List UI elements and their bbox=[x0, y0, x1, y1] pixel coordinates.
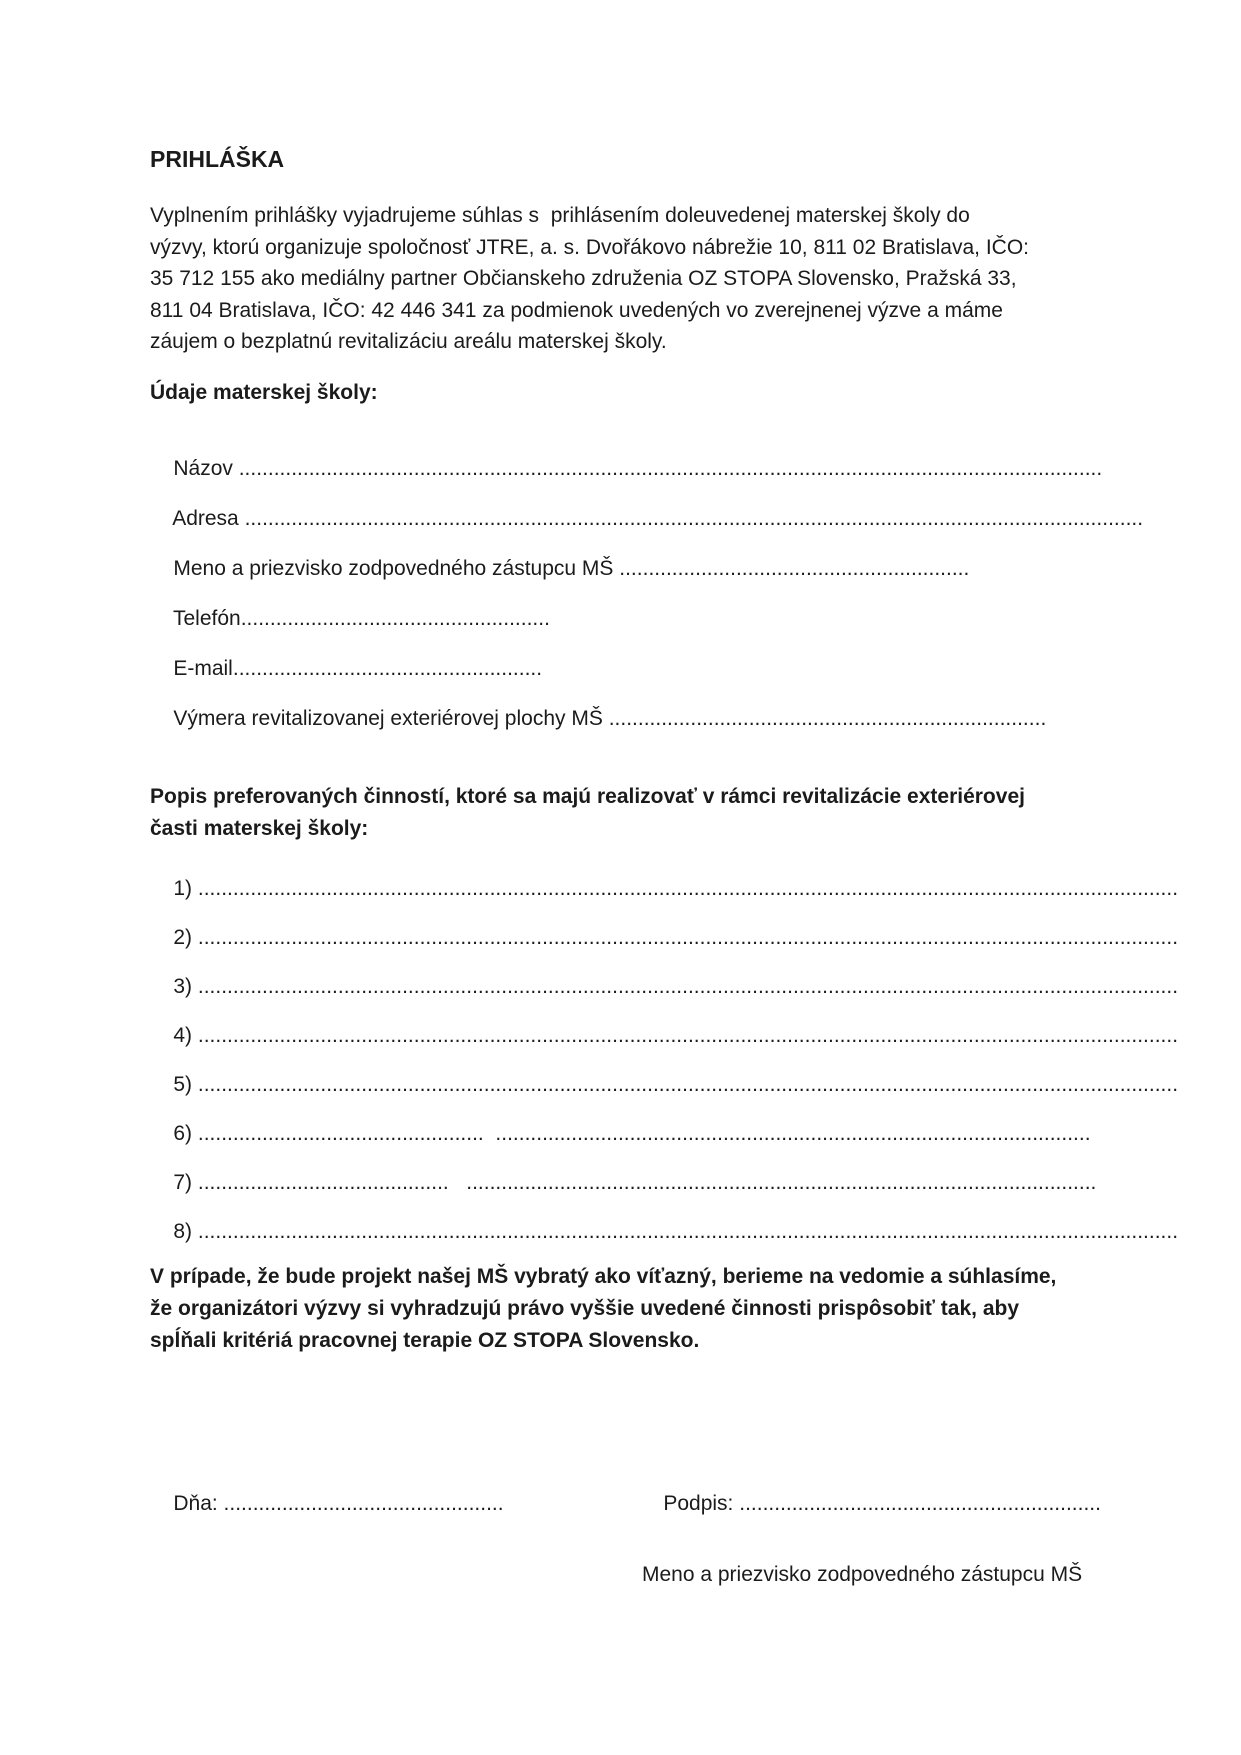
activity-item-number: 4) bbox=[173, 1024, 198, 1047]
signatory-caption: Meno a priezvisko zodpovedného zástupcu MŠ bbox=[642, 1563, 1083, 1586]
activity-item-number: 7) bbox=[173, 1171, 198, 1194]
field-email-label: E-mail bbox=[173, 657, 233, 680]
activity-item-8 bbox=[150, 1196, 1178, 1268]
date-label: Dňa: bbox=[173, 1492, 224, 1515]
activity-item-fill-line: ........................................................................................................................................................................ bbox=[197, 877, 1179, 900]
intro-line: 811 04 Bratislava, IČO: 42 446 341 za podmienok uvedených vo zverejnenej výzve a máme bbox=[150, 298, 1003, 322]
consent-paragraph bbox=[150, 1261, 1056, 1357]
field-meno-zastupcu-fill-line: ............................................................ bbox=[619, 557, 970, 580]
activity-item-number: 5) bbox=[173, 1073, 198, 1096]
signature-field bbox=[640, 1468, 1101, 1540]
field-telefon-label: Telefón bbox=[172, 607, 241, 630]
field-vymera-label: Výmera revitalizovanej exteriérovej plochy MŠ bbox=[173, 707, 609, 730]
date-fill-line: ................................................ bbox=[223, 1492, 504, 1515]
intro-paragraph bbox=[150, 200, 1029, 358]
activity-item-number: 3) bbox=[173, 975, 198, 998]
activities-heading-line: časti materskej školy: bbox=[150, 816, 369, 840]
signature-fill-line: .............................................................. bbox=[739, 1492, 1101, 1515]
field-email-fill-line: ..................................................... bbox=[232, 657, 543, 680]
activity-item-number: 1) bbox=[173, 877, 198, 900]
intro-line: výzvy, ktorú organizuje spoločnosť JTRE, a. s. Dvořákovo nábrežie 10, 811 02 Bratislava, IČO: bbox=[150, 235, 1029, 259]
field-adresa-fill-line: .......................................................................................................................................................... bbox=[244, 507, 1144, 530]
field-vymera bbox=[150, 683, 1046, 755]
field-telefon-fill-line: ..................................................... bbox=[240, 607, 550, 630]
field-vymera-fill-line: ........................................................................... bbox=[608, 707, 1047, 730]
signature-label: Podpis: bbox=[663, 1492, 740, 1515]
intro-line: 35 712 155 ako mediálny partner Občianskeho združenia OZ STOPA Slovensko, Pražská 33, bbox=[150, 267, 1017, 290]
school-details-heading: Údaje materskej školy: bbox=[150, 381, 378, 404]
activity-item-number: 8) bbox=[173, 1220, 198, 1243]
activity-item-fill-line: ........................................... ............................................................................................................ bbox=[197, 1171, 1097, 1194]
activity-item-fill-line: ................................................. ...................................................................................................... bbox=[197, 1122, 1091, 1145]
intro-line: záujem o bezplatnú revitalizáciu areálu materskej školy. bbox=[150, 330, 667, 353]
activities-heading bbox=[150, 781, 1025, 844]
field-nazov-fill-line: .................................................................................................................................................... bbox=[238, 457, 1103, 480]
activity-item-fill-line: ........................................................................................................................................................................ bbox=[197, 975, 1179, 998]
date-field bbox=[150, 1468, 504, 1540]
activities-heading-line: Popis preferovaných činností, ktoré sa majú realizovať v rámci revitalizácie exteriérovej bbox=[150, 785, 1025, 808]
field-nazov-label: Názov bbox=[173, 457, 239, 480]
activity-item-number: 6) bbox=[173, 1122, 198, 1145]
consent-line: V prípade, že bude projekt našej MŠ vybratý ako víťazný, berieme na vedomie a súhlasíme, bbox=[150, 1265, 1057, 1288]
field-meno-zastupcu-label: Meno a priezvisko zodpovedného zástupcu MŠ bbox=[173, 557, 620, 580]
activity-item-number: 2) bbox=[173, 926, 198, 949]
intro-line: Vyplnením prihlášky vyjadrujeme súhlas s prihlásením doleuvedenej materskej školy do bbox=[150, 204, 970, 227]
activity-item-fill-line: ........................................................................................................................................................................ bbox=[197, 1024, 1179, 1047]
consent-line: spĺňali kritériá pracovnej terapie OZ STOPA Slovensko. bbox=[150, 1329, 700, 1352]
consent-line: že organizátori výzvy si vyhradzujú právo vyššie uvedené činnosti prispôsobiť tak, aby bbox=[150, 1297, 1020, 1320]
page-title: PRIHLÁŠKA bbox=[150, 146, 285, 172]
activity-item-fill-line: ........................................................................................................................................................................ bbox=[197, 1073, 1179, 1096]
field-adresa-label: Adresa bbox=[172, 507, 245, 530]
activity-item-fill-line: ........................................................................................................................................................................ bbox=[197, 926, 1179, 949]
activity-item-fill-line: ........................................................................................................................................................................ bbox=[197, 1220, 1179, 1243]
